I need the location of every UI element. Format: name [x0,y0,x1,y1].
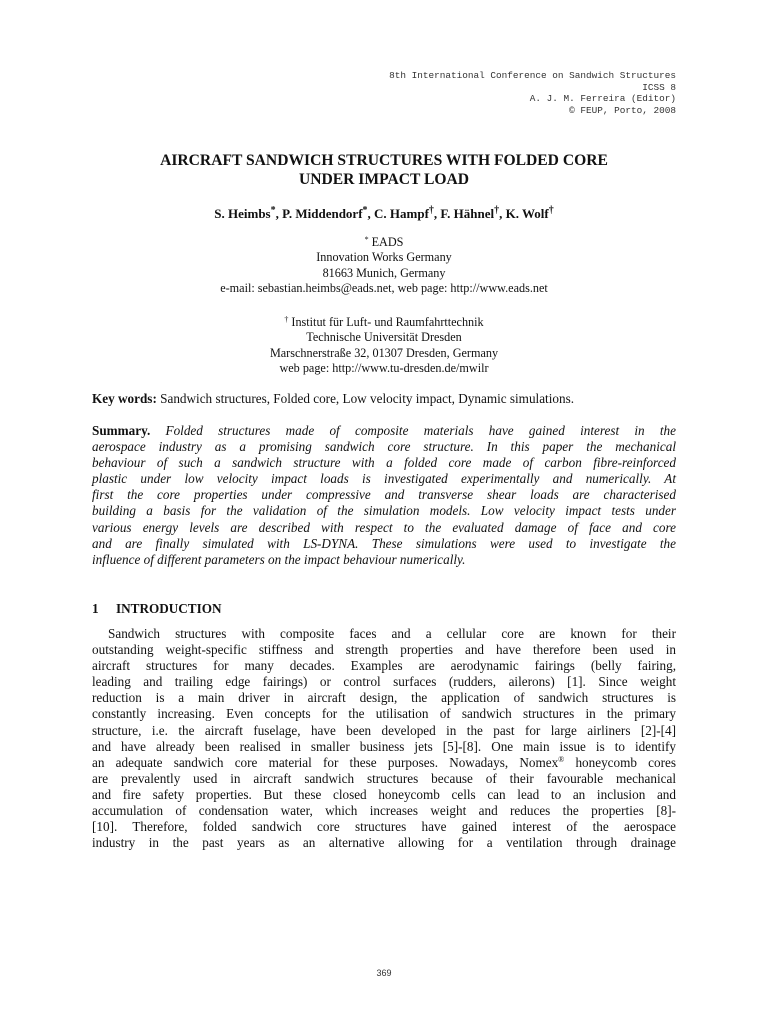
affiliation-line: Technische Universität Dresden [306,330,462,345]
summary-line [92,520,676,536]
author-name: P. Middendorf [282,206,363,221]
affiliation-eads [92,235,676,297]
section-heading-introduction [92,601,222,617]
affiliation-mark: * [364,235,369,244]
body-line: outstanding weight-specific stiffness and strength properties and have therefore been used in [92,642,676,658]
summary-line [92,439,676,455]
body-line: Sandwich structures with composite faces and a cellular core are known for their [108,626,676,641]
conference-copyright: © FEUP, Porto, 2008 [569,104,676,116]
title-line-1: AIRCRAFT SANDWICH STRUCTURES WITH FOLDED CORE [160,152,608,169]
summary-line [92,536,676,552]
author-mark: * [362,205,368,216]
keywords-label: Key words: [92,391,157,406]
summary-label: Summary. [92,423,151,438]
section-number: 1 [92,601,99,616]
summary-line [92,471,676,487]
body-line: and have already been realised in smaller business jets [5]-[8]. One main issue is to identify [92,738,676,754]
summary-text: behaviour of such a sandwich structure with a folded core made of carbon fibre-reinforced [92,455,676,471]
author-list: S. Heimbs*, P. Middendorf*, C. Hampf†, F. Hähnel†, K. Wolf† [214,205,554,221]
conference-name: 8th International Conference on Sandwich Structures [389,70,676,81]
summary-line [92,487,676,503]
introduction-body [92,626,676,851]
page-number: 369 [376,968,392,978]
body-line: structure, i.e. the aircraft fuselage, have been developed in the past for large airliners [2]-[4] [92,722,676,738]
summary-text: aerospace industry as a promising sandwich core structure. In this paper the mechanical [92,439,676,455]
author-name: C. Hampf [374,206,429,221]
body-line: and fire safety properties. But these closed honeycomb cells can lead to an inclusion and [92,786,676,802]
summary-text: various energy levels are described with respect to the evaluated damage of face and core [92,519,676,535]
author-name: F. Hähnel [440,206,495,221]
summary-text: building a basis for the validation of the simulation models. Low velocity impact tests under [92,503,676,519]
conference-editor: A. J. M. Ferreira (Editor) [529,93,676,105]
body-line: accumulation of condensation water, which increases weight and reduces the properties [8]- [92,803,676,819]
summary-text: Folded structures made of composite materials have gained interest in the [165,423,677,438]
conference-header [389,70,676,116]
body-line: [10]. Therefore, folded sandwich core structures have gained interest of the aerospace [92,819,676,835]
section-title: INTRODUCTION [116,601,222,616]
body-line: are prevalently used in aircraft sandwich structures because of their favourable mechanical [92,770,676,786]
registered-mark: ® [558,754,565,764]
summary-line [92,552,676,568]
affiliation-tu-dresden [92,315,676,377]
summary-text: first the core properties under compressive and transverse shear loads are characterised [92,487,676,503]
affiliation-name: EADS [371,235,404,249]
summary-text: influence of different parameters on the impact behaviour numerically. [92,551,466,567]
body-line: aircraft structures for many decades. Examples are aerodynamic fairings (belly fairing, [92,658,676,674]
title-line-2: UNDER IMPACT LOAD [298,171,470,188]
affiliation-mark: † [284,315,289,324]
body-line: reduction is a main driver in aircraft design, the application of sandwich structures is [92,690,676,706]
author-name: S. Heimbs [214,206,271,221]
body-line: leading and trailing edge fairings) or control surfaces (rudders, ailerons) [1]. Since weight [92,674,676,690]
author-mark: † [494,205,500,216]
body-text: an adequate sandwich core material for these purposes. Nowadays, Nomex [92,754,559,770]
keywords-text: Sandwich structures, Folded core, Low velocity impact, Dynamic simulations. [160,391,574,406]
body-line: industry in the past years as an alternative allowing for a ventilation through drainage [92,835,676,851]
summary-line [92,503,676,519]
author-mark: † [428,205,434,216]
summary-abstract [92,423,676,568]
summary-text: plastic under low velocity impact loads is investigated experimentally and numerically. At [92,471,676,487]
affiliation-contact: web page: http://www.tu-dresden.de/mwilr [279,361,489,376]
summary-line [92,455,676,471]
keywords [92,391,676,407]
paper-title [92,151,676,189]
affiliation-line: Innovation Works Germany [316,250,452,265]
summary-line [92,423,676,439]
affiliation-contact: e-mail: sebastian.heimbs@eads.net, web page: http://www.eads.net [220,281,548,296]
author-mark: † [548,205,554,216]
author-name: K. Wolf [505,206,549,221]
summary-text: and are finally simulated with LS-DYNA. These simulations were used to investigate the [92,535,676,551]
body-line [92,755,676,771]
author-mark: * [270,205,276,216]
affiliation-line: Marschnerstraße 32, 01307 Dresden, Germany [269,345,499,360]
affiliation-line: 81663 Munich, Germany [322,265,446,280]
affiliation-name: Institut für Luft- und Raumfahrttechnik [291,315,484,329]
body-line: constantly increasing. Even concepts for the utilisation of sandwich structures in the primary [92,706,676,722]
conference-acronym: ICSS 8 [642,81,676,93]
body-text: honeycomb cores [564,754,676,770]
